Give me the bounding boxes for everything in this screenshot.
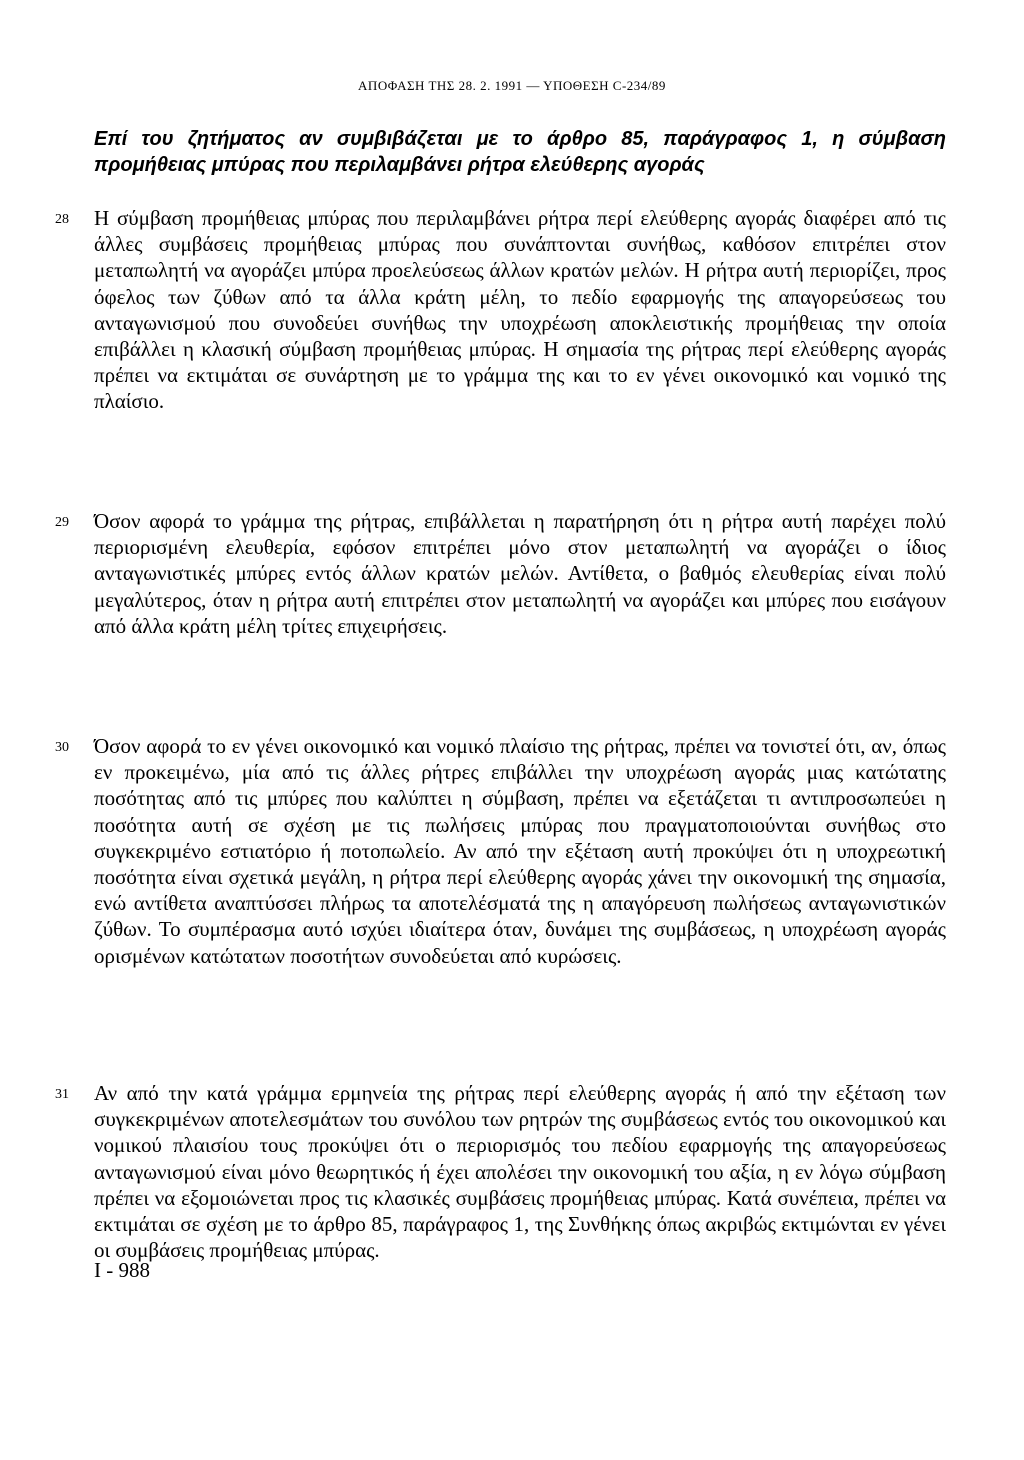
paragraph-number: 29 <box>55 515 69 530</box>
paragraph-text: Όσον αφορά το γράμμα της ρήτρας, επιβάλλεται η παρατήρηση ότι η ρήτρα αυτή παρέχει πολύ περιορισμένη ελευθερία, εφόσον επιτρέπει μόνο στον μεταπωλητή να αγοράζει ο ίδιος ανταγωνιστικές μπύρες εντός άλλων κρατών μελών. Αντίθετα, ο βαθμός ελευθερίας είναι πολύ μεγαλύτερος, όταν η ρήτρα αυτή επιτρέπει στον μεταπωλητή να αγοράζει και μπύρες που εισάγουν από άλλα κράτη μέλη τρίτες επιχειρήσεις. <box>94 509 946 638</box>
paragraph-number: 28 <box>55 212 69 227</box>
page-number: I - 988 <box>94 1258 150 1282</box>
running-header: ΑΠΟΦΑΣΗ ΤΗΣ 28. 2. 1991 — ΥΠΟΘΕΣΗ C-234/89 <box>358 78 666 93</box>
paragraph-text: Όσον αφορά το εν γένει οικονομικό και νομικό πλαίσιο της ρήτρας, πρέπει να τονιστεί ότι, αν, όπως εν προκειμένω, μία από τις άλλες ρήτρες επιβάλλει την υποχρέωση αγοράς μιας κατώτατης ποσότητας από τις μπύρες που καλύπτει η σύμβαση, πρέπει να εξετάζεται τι αντιπροσωπεύει η ποσότητα αυτή σε σχέση με τις πωλήσεις μπύρας που πραγματοποιούνται συνήθως στο συγκεκριμένο εστιατόριο ή ποτοπωλείο. Αν από την εξέταση αυτή προκύψει ότι η υποχρεωτική ποσότητα είναι σχετικά μεγάλη, η ρήτρα περί ελεύθερης αγοράς χάνει την οικονομική της σημασία, ενώ αντίθετα αναπτύσσει πλήρως τα αποτελέσματά της η απαγόρευση πωλήσεως ανταγωνιστικών ζύθων. Το συμπέρασμα αυτό ισχύει ιδιαίτερα όταν, δυνάμει της συμβάσεως, η υποχρέωση αγοράς ορισμένων κατώτατων ποσοτήτων συνοδεύεται από κυρώσεις. <box>94 734 946 968</box>
paragraph-text: Αν από την κατά γράμμα ερμηνεία της ρήτρας περί ελεύθερης αγοράς ή από την εξέταση των συγκεκριμένων αποτελεσμάτων του συνόλου των ρητρών της συμβάσεως εντός του οικονομικού και νομικού πλαισίου τους προκύψει ότι ο περιορισμός του πεδίου εφαρμογής της απαγορεύσεως ανταγωνισμού είναι μόνο θεωρητικός ή έχει απολέσει την οικονομική του αξία, η εν λόγω σύμβαση πρέπει να εξομοιώνεται προς τις κλασικές συμβάσεις προμήθειας μπύρας. Κατά συνέπεια, πρέπει να εκτιμάται σε σχέση με το άρθρο 85, παράγραφος 1, της Συνθήκης όπως ακριβώς εκτιμώνται εν γένει οι συμβάσεις προμήθειας μπύρας. <box>94 1081 946 1263</box>
section-heading: Επί του ζητήματος αν συμβιβάζεται με το άρθρο 85, παράγραφος 1, η σύμβαση προμήθειας μπύρας που περιλαμβάνει ρήτρα ελεύθερης αγοράς <box>94 128 946 176</box>
paragraph-number: 31 <box>55 1087 69 1102</box>
paragraph-number: 30 <box>55 740 69 755</box>
paragraph-text: Η σύμβαση προμήθειας μπύρας που περιλαμβάνει ρήτρα περί ελεύθερης αγοράς διαφέρει από τις άλλες συμβάσεις προμήθειας μπύρας που συνάπτονται συνήθως, καθόσον επιτρέπει στον μεταπωλητή να αγοράζει μπύρα προελεύσεως άλλων κρατών μελών. Η ρήτρα αυτή περιορίζει, προς όφελος των ζύθων από τα άλλα κράτη μέλη, το πεδίο εφαρμογής της απαγορεύσεως του ανταγωνισμού που συνοδεύει συνήθως την υποχρέωση αποκλειστικής προμήθειας την οποία επιβάλλει η κλασική σύμβαση προμήθειας μπύρας. Η σημασία της ρήτρας περί ελεύθερης αγοράς πρέπει να εκτιμάται σε συνάρτηση με το γράμμα της και το εν γένει οικονομικό και νομικό της πλαίσιο. <box>94 206 946 414</box>
